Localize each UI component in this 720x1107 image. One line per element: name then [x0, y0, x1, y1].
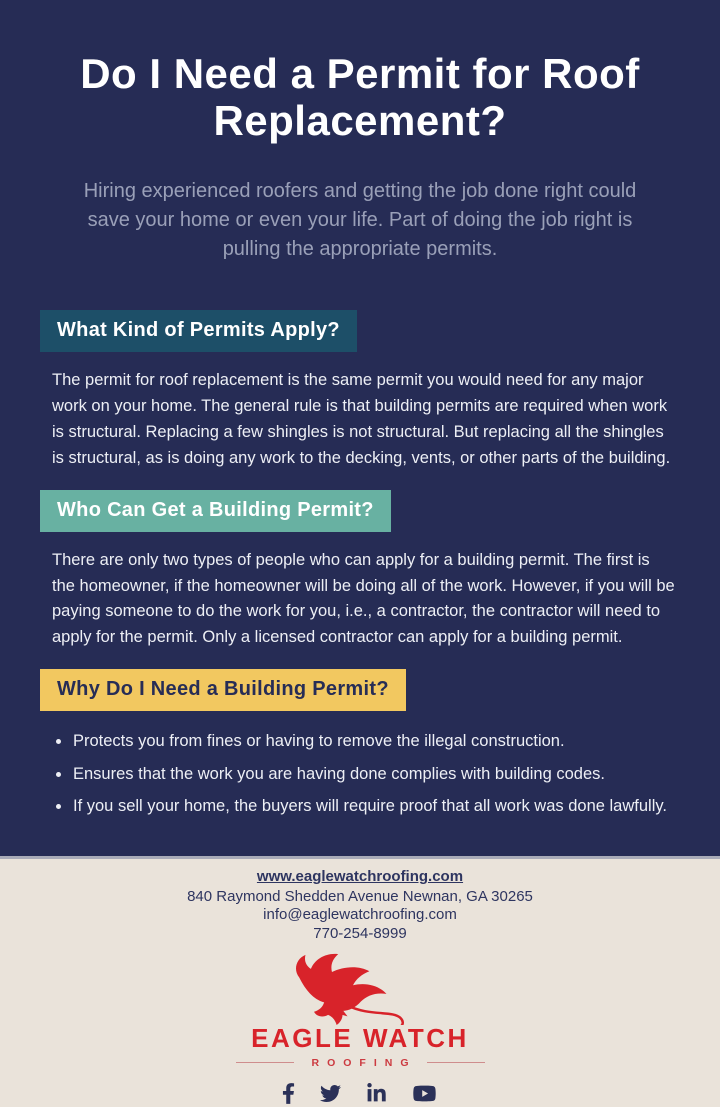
section-what-permits-apply [0, 310, 720, 472]
eagle-icon [0, 951, 720, 1025]
logo-wordmark: EAGLE WATCH [251, 1022, 469, 1053]
page-subtitle: Hiring experienced roofers and getting the job done right could save your home or even your life. Part of doing the job right is pulling the appropriate permits. [83, 180, 637, 261]
bullet-dot [56, 804, 61, 809]
eagle-watch-logo [0, 951, 720, 1069]
youtube-icon[interactable] [410, 1083, 439, 1104]
section-who-can-get-permit [0, 490, 720, 652]
section-why-need-permit [0, 669, 720, 817]
social-icon-row [0, 1082, 720, 1105]
bullet-item [56, 731, 676, 752]
benefits-bullet-list [56, 731, 676, 817]
facebook-icon[interactable] [282, 1082, 295, 1105]
logo-tagline-row [0, 1057, 720, 1069]
section-body-what-permits-apply: The permit for roof replacement is the same permit you would need for any major work on your home. The general rule is that building permits are required when work is structural. Replacing a few shingles is not structural. But replacing all the shingles is structural, as is doing any work to the decking, vents, or other parts of the building. [52, 371, 671, 467]
section-heading-why-need-permit: Why Do I Need a Building Permit? [40, 669, 406, 711]
contact-block [0, 868, 720, 943]
tagline-rule-right [427, 1062, 485, 1063]
bullet-item [56, 796, 676, 817]
page-title: Do I Need a Permit for Roof Replacement? [80, 50, 640, 145]
bullet-text: Protects you from fines or having to remove the illegal construction. [73, 732, 565, 751]
section-body-who-can-get-permit: There are only two types of people who can apply for a building permit. The first is the homeowner, if the homeowner will be doing all of the work. However, if you will be paying someone to do the work for you, i.e., a contractor, the contractor will need to apply for the permit. Only a licensed contractor can apply for a building permit. [52, 550, 675, 647]
tagline-rule-left [236, 1062, 294, 1063]
website-link[interactable]: www.eaglewatchroofing.com [256, 868, 464, 885]
bullet-text: If you sell your home, the buyers will require proof that all work was done lawfully. [73, 797, 667, 816]
linkedin-icon[interactable] [366, 1083, 387, 1104]
phone-number: 770-254-8999 [313, 925, 407, 943]
bullet-dot [56, 739, 61, 744]
street-address: 840 Raymond Shedden Avenue Newnan, GA 30265 [187, 887, 533, 905]
section-heading-who-can-get-permit: Who Can Get a Building Permit? [40, 490, 391, 532]
bullet-dot [56, 772, 61, 777]
twitter-icon[interactable] [318, 1083, 343, 1104]
section-heading-what-permits-apply: What Kind of Permits Apply? [40, 310, 357, 352]
bullet-text: Ensures that the work you are having done complies with building codes. [73, 764, 605, 783]
bullet-item [56, 764, 676, 785]
logo-tagline: ROOFING [311, 1056, 417, 1069]
footer [0, 856, 720, 1107]
hero [0, 0, 720, 264]
email-address: info@eaglewatchroofing.com [263, 906, 457, 924]
